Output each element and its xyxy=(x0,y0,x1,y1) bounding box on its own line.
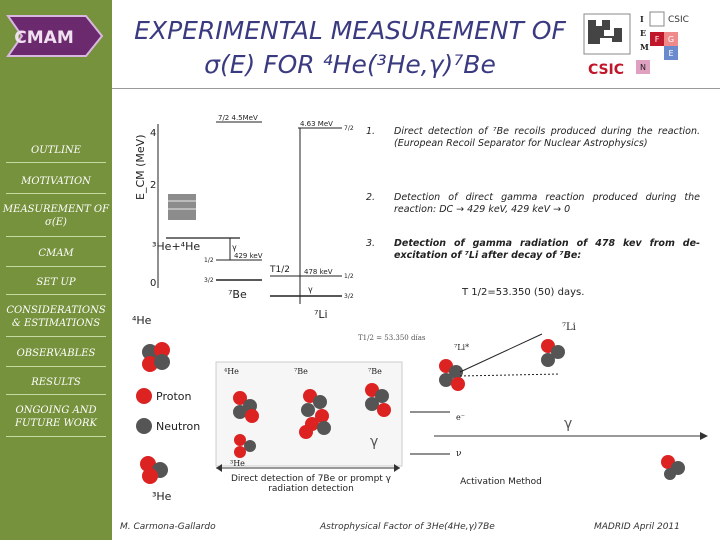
cmam-logo-text: CMAM xyxy=(14,28,74,48)
gamma-decay: γ xyxy=(564,416,573,432)
sidebar xyxy=(0,0,112,540)
li7-label-right: ⁷Li xyxy=(562,322,576,333)
be7-label: ⁷Be xyxy=(228,288,247,301)
tick-2: 2 xyxy=(150,180,157,191)
page-title xyxy=(120,14,580,82)
proton-icon xyxy=(136,388,152,404)
li7-label: ⁷Li xyxy=(314,308,328,321)
y-axis-label: E_CM (MeV) xyxy=(134,134,147,200)
gamma-left: γ xyxy=(232,243,237,252)
tile-g: G xyxy=(667,35,675,44)
gamma-right: γ xyxy=(308,285,313,294)
li7star-icon xyxy=(439,359,465,391)
sidebar-item-setup[interactable]: SET UP xyxy=(36,277,76,288)
spin-32-b: 3/2 xyxy=(344,293,354,300)
spin-72: 7/2 xyxy=(344,125,354,132)
level-top-right: 4.63 MeV xyxy=(300,120,333,128)
e429-label: 429 keV xyxy=(234,252,263,260)
csic-logo xyxy=(578,8,718,80)
caption-direct-detection: Direct detection of 7Be or prompt γ radiation detection xyxy=(231,474,391,494)
e478-label: 478 keV xyxy=(304,268,333,276)
he4-title: ⁴He xyxy=(132,314,152,327)
decay-products-icon xyxy=(661,455,685,480)
iem-letter-i: I xyxy=(640,14,644,24)
title-divider xyxy=(112,88,720,89)
tile-f: F xyxy=(654,35,660,44)
sidebar-item-cmam[interactable]: CMAM xyxy=(38,248,74,259)
csic-side-label: CSIC xyxy=(668,15,689,25)
spin-32-a: 3/2 xyxy=(204,277,214,284)
t12-label: T1/2 xyxy=(270,265,290,275)
sidebar-item-considerations[interactable]: CONSIDERATIONS & ESTIMATIONS xyxy=(6,305,106,329)
he-level-label: ³He+⁴He xyxy=(152,240,201,253)
he3-nucleus-icon xyxy=(140,456,168,484)
reaction-diagram xyxy=(210,316,720,476)
be7-right: ⁷Be xyxy=(368,367,382,376)
iem-letter-m: M xyxy=(640,42,649,52)
sidebar-item-ongoing[interactable]: ONGOING AND FUTURE WORK xyxy=(15,405,97,429)
footer-title: Astrophysical Factor of 3He(4He,γ)7Be xyxy=(320,522,495,532)
footer-author: M. Carmona-Gallardo xyxy=(120,522,216,532)
iem-letter-e: E xyxy=(640,28,647,38)
li7-icon xyxy=(541,339,565,367)
proton-label: Proton xyxy=(156,390,192,403)
sidebar-item-outline[interactable]: OUTLINE xyxy=(31,145,81,156)
electron-label: e⁻ xyxy=(456,413,465,422)
sidebar-item-observables[interactable]: OBSERVABLES xyxy=(16,348,96,359)
gamma-product: γ xyxy=(370,434,379,450)
sidebar-item-motivation[interactable]: MOTIVATION xyxy=(21,176,91,187)
li7star-label: ⁷Li* xyxy=(454,343,470,352)
he4-nucleus-icon xyxy=(142,342,170,372)
t12-small: T1/2 = 53.350 días xyxy=(358,334,426,342)
tile-e: E xyxy=(668,49,674,58)
csic-tree-icon xyxy=(584,14,630,54)
csic-brand: CSIC xyxy=(587,62,625,78)
neutron-label: Neutron xyxy=(156,420,201,433)
cmam-logo xyxy=(2,8,110,64)
level-top-left: 7/2 4.5MeV xyxy=(218,114,258,122)
he3-small: ³He xyxy=(230,459,245,468)
energy-level-diagram xyxy=(130,108,370,328)
be7-left: ⁷Be xyxy=(294,367,308,376)
tile-n: N xyxy=(640,63,646,72)
he4-small: ⁴He xyxy=(224,367,239,376)
tick-0: 0 xyxy=(150,278,157,289)
title-line-1: EXPERIMENTAL MEASUREMENT OF xyxy=(134,16,566,45)
tick-4: 4 xyxy=(150,128,157,139)
he3-title: ³He xyxy=(152,490,172,503)
nu-label: ν xyxy=(456,449,462,459)
footer-date: MADRID April 2011 xyxy=(594,522,680,532)
title-line-2: σ(E) FOR ⁴He(³He,γ)⁷Be xyxy=(204,50,496,79)
neutron-icon xyxy=(136,418,152,434)
sidebar-item-measurement[interactable]: MEASUREMENT OF σ(E) xyxy=(2,204,110,228)
caption-activation: Activation Method xyxy=(460,477,542,487)
sidebar-item-results[interactable]: RESULTS xyxy=(31,377,81,388)
half-life: T 1/2=53.350 (50) days. xyxy=(462,287,585,298)
spin-12-b: 1/2 xyxy=(344,273,354,280)
nuclei-legend xyxy=(120,314,220,520)
spin-12-a: 1/2 xyxy=(204,257,214,264)
